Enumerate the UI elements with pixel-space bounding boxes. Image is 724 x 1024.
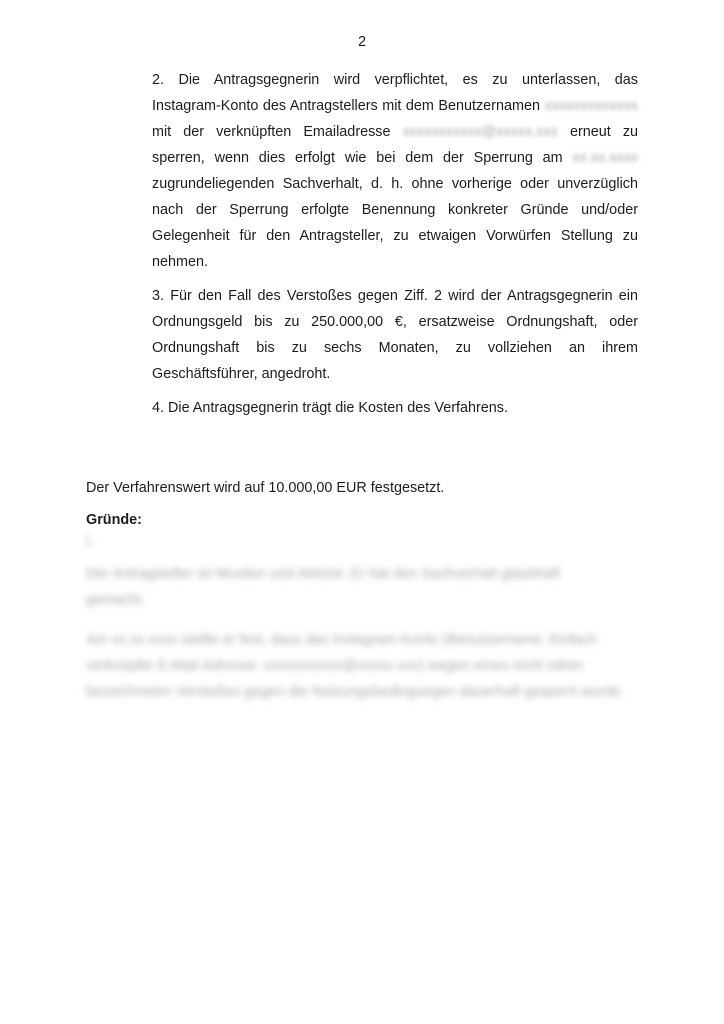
text-line bbox=[152, 309, 638, 335]
redacted-text: Am xx.xx.xxxx stellte er fest, dass das Instagram-Konto (Benutzername: Einfach bbox=[86, 632, 598, 648]
paragraph-item-3 bbox=[152, 283, 638, 387]
text-line bbox=[152, 119, 638, 145]
document-body bbox=[86, 67, 638, 705]
text-segment: sperren, wenn dies erfolgt wie bei dem der Sperrung am bbox=[152, 150, 563, 166]
text-segment: 2. Die Antragsgegnerin wird verpflichtet, es zu unterlassen, das bbox=[152, 72, 638, 88]
text-segment: Der Verfahrenswert wird auf 10.000,00 EUR festgesetzt. bbox=[86, 480, 445, 496]
text-line bbox=[86, 561, 638, 587]
text-segment: erneut zu bbox=[569, 124, 639, 140]
text-segment: zugrundeliegenden Sachverhalt, d. h. ohne vorherige oder unverzüglich bbox=[152, 176, 638, 192]
text-line bbox=[152, 361, 638, 387]
redacted-text: gemacht. bbox=[86, 592, 146, 608]
text-segment: Ordnungshaft bis zu sechs Monaten, zu vollziehen an ihrem bbox=[152, 340, 638, 356]
text-line bbox=[152, 223, 638, 249]
text-line bbox=[152, 93, 638, 119]
text-segment: nach der Sperrung erfolgte Benennung konkreter Gründe und/oder bbox=[152, 202, 638, 218]
text-line bbox=[86, 679, 638, 705]
text-line bbox=[86, 587, 638, 613]
text-line bbox=[86, 475, 638, 501]
redacted-text: xx.xx.xxxx bbox=[572, 150, 638, 166]
text-line bbox=[86, 653, 638, 679]
text-segment: nehmen. bbox=[152, 254, 209, 270]
text-segment: Geschäftsführer, angedroht. bbox=[152, 366, 331, 382]
paragraph-reasons-1 bbox=[86, 561, 638, 613]
text-segment: Ordnungsgeld bis zu 250.000,00 €, ersatzweise Ordnungshaft, oder bbox=[152, 314, 638, 330]
text-segment: mit der verknüpften Emailadresse bbox=[152, 124, 391, 140]
paragraph-reasons-2 bbox=[86, 627, 638, 705]
text-segment: 4. Die Antragsgegnerin trägt die Kosten des Verfahrens. bbox=[152, 400, 508, 416]
redacted-text: Der Antragsteller ist Musiker und Aktivist. Er hat den Sachverhalt glaubhaft bbox=[86, 566, 561, 582]
text-line bbox=[152, 335, 638, 361]
text-segment: Instagram-Konto des Antragstellers mit dem Benutzernamen bbox=[152, 98, 540, 114]
paragraph-item-2 bbox=[152, 67, 638, 275]
text-line bbox=[152, 67, 638, 93]
text-segment: 3. Für den Fall des Verstoßes gegen Ziff. 2 wird der Antragsgegnerin ein bbox=[152, 288, 638, 304]
redacted-text: xxxxxxxxxxx@xxxxx.xxx bbox=[402, 124, 558, 140]
paragraph-verfahrenswert bbox=[86, 475, 638, 501]
redacted-text: verknüpfte E-Mail-Adresse: xxxxxxxxxxx@xxxxx.xxx) wegen eines nicht näher bbox=[86, 658, 584, 674]
redacted-text: bezeichneten Verstoßes gegen die Nutzungsbedingungen dauerhaft gesperrt wurde. bbox=[86, 684, 625, 700]
text-line bbox=[86, 529, 638, 555]
text-line bbox=[152, 395, 638, 421]
text-line bbox=[86, 627, 638, 653]
paragraph-item-4 bbox=[152, 395, 638, 421]
redacted-text: xxxxxxxxxxxxx bbox=[544, 98, 638, 114]
paragraph-section-marker bbox=[86, 529, 638, 555]
text-segment: Gelegenheit für den Antragsteller, zu etwaigen Vorwürfen Stellung zu bbox=[152, 228, 638, 244]
text-line bbox=[152, 171, 638, 197]
text-line bbox=[152, 145, 638, 171]
text-line bbox=[152, 283, 638, 309]
text-line bbox=[152, 197, 638, 223]
redacted-text: I. bbox=[86, 534, 94, 550]
text-segment: Gründe: bbox=[86, 512, 142, 528]
page-number: 2 bbox=[357, 34, 366, 50]
text-line bbox=[152, 249, 638, 275]
